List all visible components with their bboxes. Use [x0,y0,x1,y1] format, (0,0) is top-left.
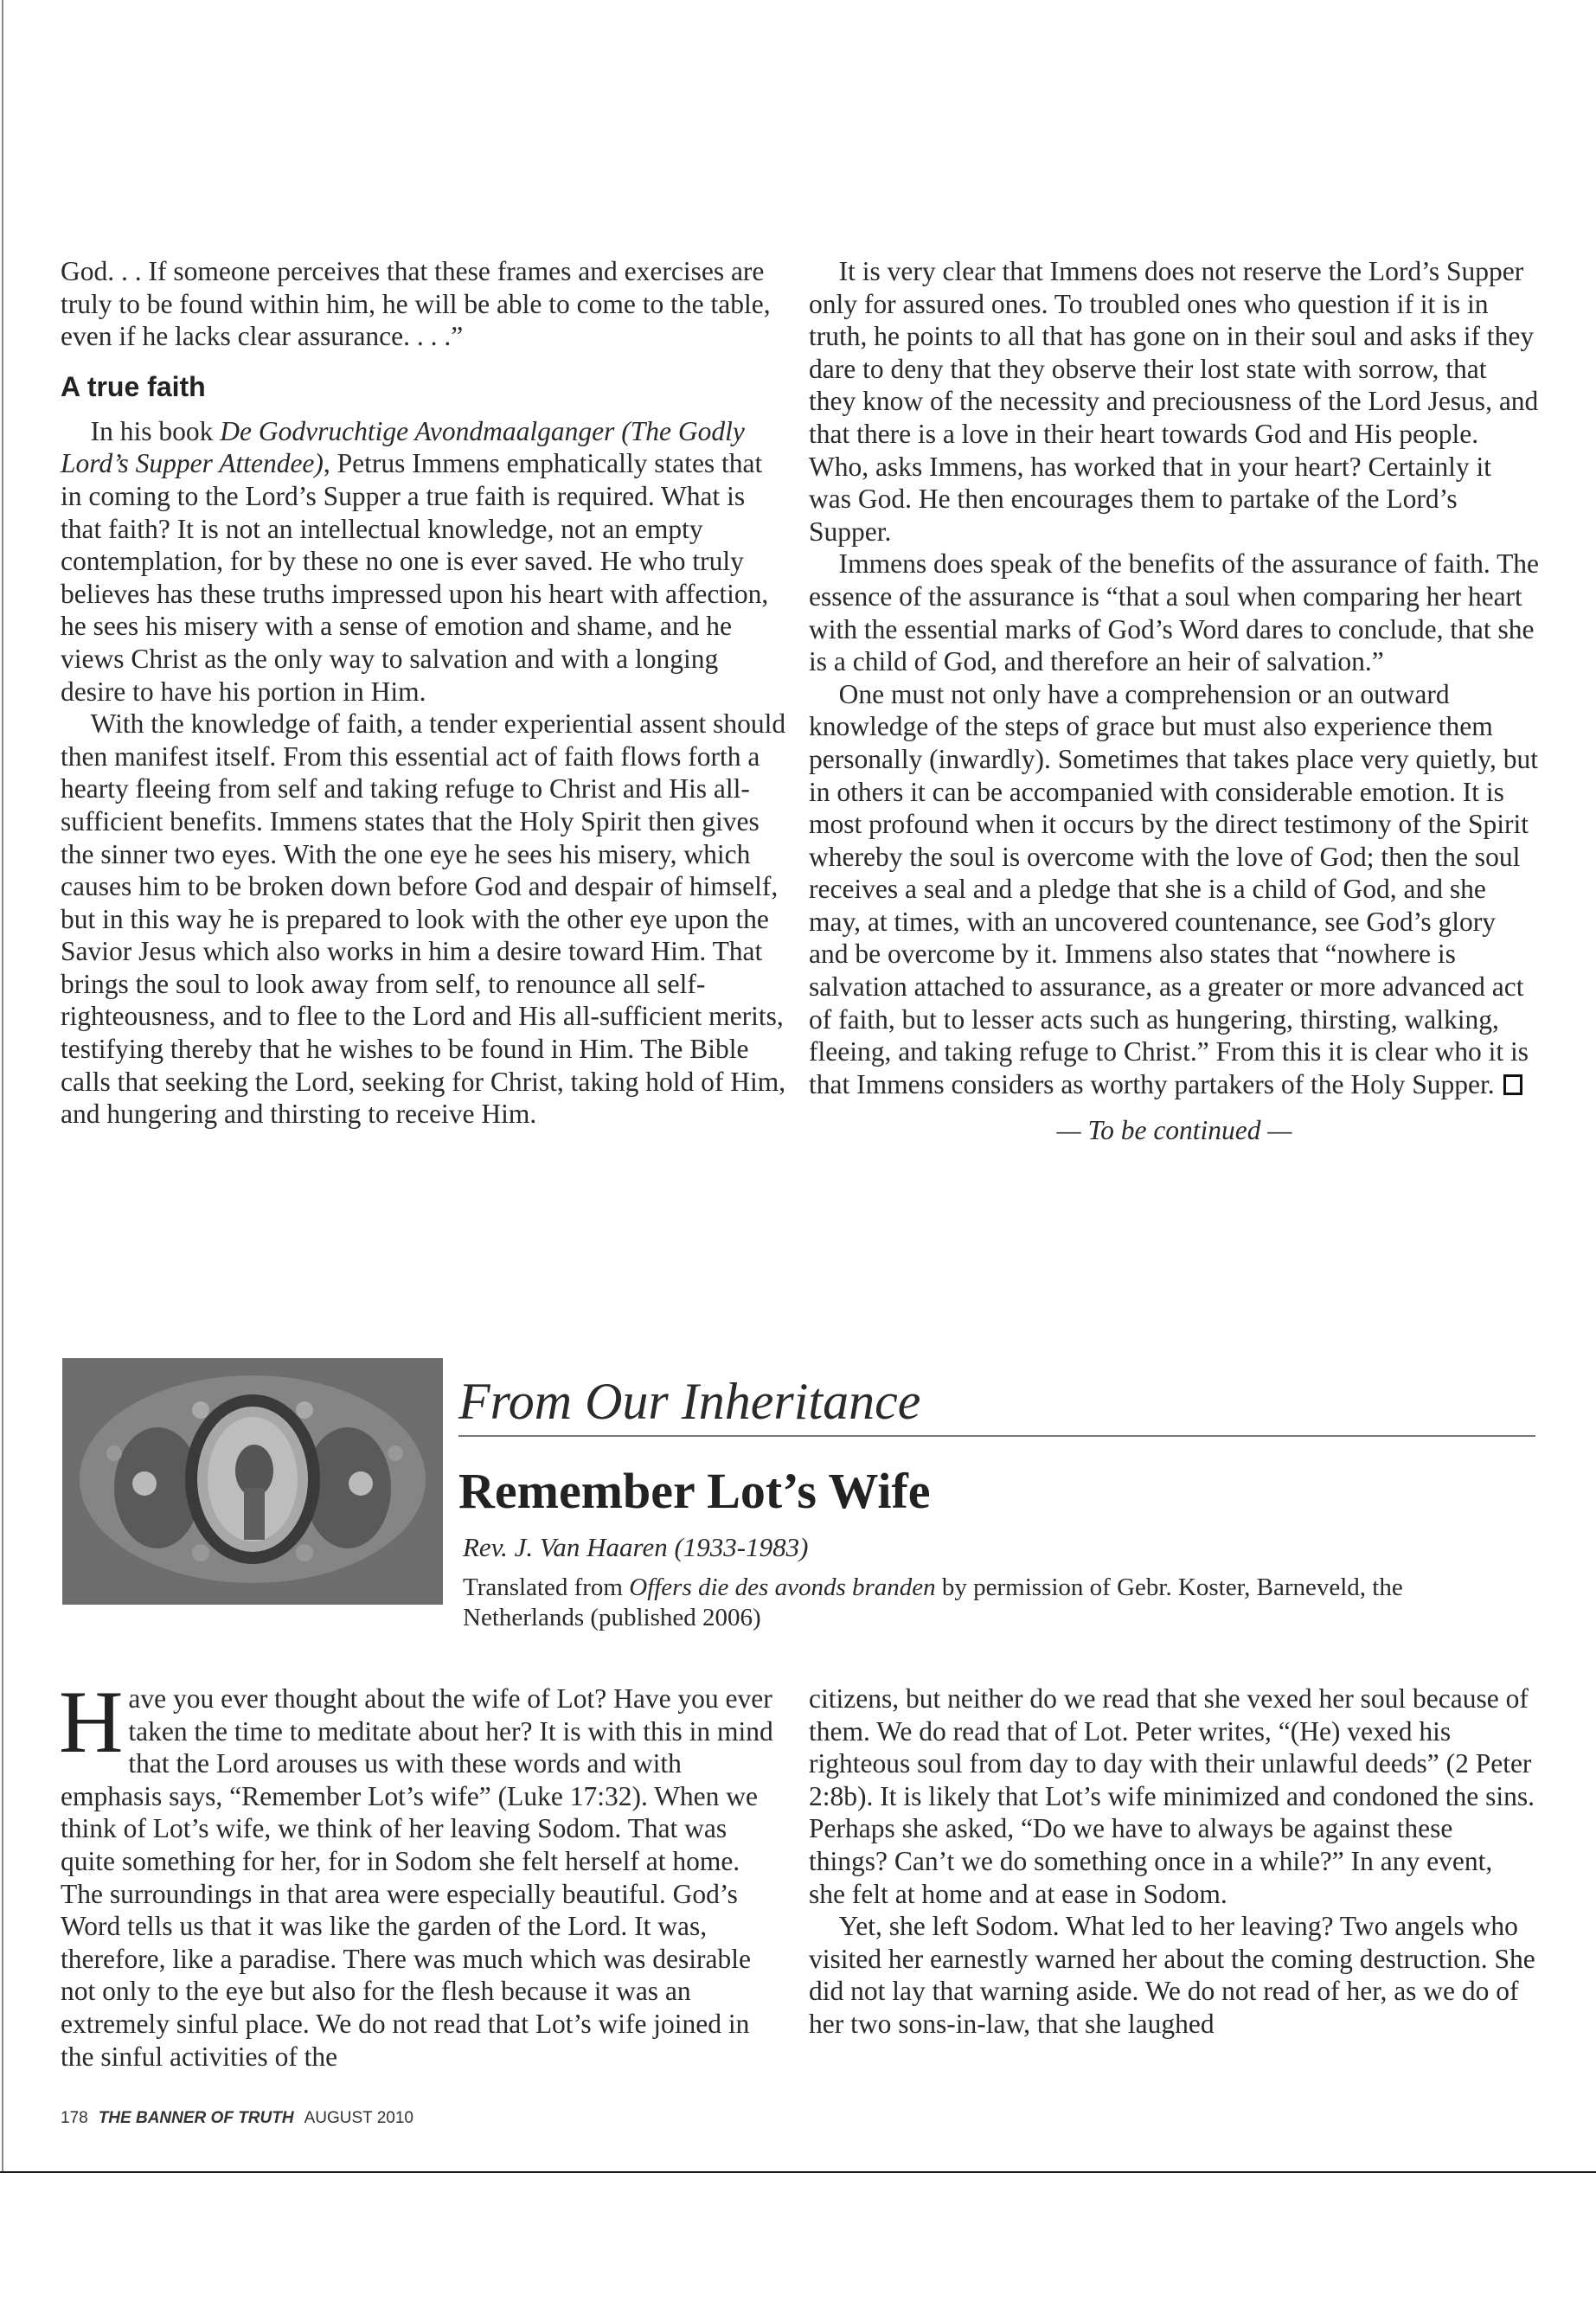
to-be-continued: — To be continued — [1056,1115,1292,1146]
issue-date: AUGUST 2010 [304,2109,413,2127]
paragraph [809,678,1540,1101]
ring-illustration [62,1358,443,1605]
bottom-right-column [809,1682,1535,2041]
top-right-column [809,255,1540,1147]
text-run: Translated from [463,1574,630,1601]
paragraph: With the knowledge of faith, a tender experiential assent should then manifest itself. From this essential act of faith flows forth a hearty fleeing from self and taking refuge to Christ and His all-sufficient benefits. Immens states that the Holy Spirit then gives the sinner two eyes. With the one eye he sees his misery, which causes him to be broken down before God and despair of himself, but in this way he is prepared to look with the other eye upon the Savior Jesus which also works in him a desire toward Him. That brings the soul to look away from self, to renounce all self-righteousness, and to flee to the Lord and His all-sufficient merits, testifying thereby that he wishes to be found in Him. The Bible calls that seeking the Lord, seeking for Christ, taking hold of Him, and hungering and thirsting to receive Him. [61,708,786,1130]
text-run: One must not only have a comprehension or an outward knowledge of the steps of grace but must also experience them personally (inwardly). Sometimes that takes place very quietly, but in others it can be accompanied with considerable emotion. It is most profound when it occurs by the direct testimony of the Spirit whereby the soul is overcome with the love of God; then the soul receives a seal and a pledge that she is a child of God, and she may, at times, with an uncovered countenance, see God’s glory and be overcome by it. Immens also states that “nowhere is salvation attached to assurance, as a greater or more advanced act of faith, but to lesser acts such as hungering, thirsting, walking, fleeing, and taking refuge to Christ.” From this it is clear who it is that Immens considers as worthy partakers of the Holy Supper. [809,678,1538,1099]
bottom-left-column [59,1673,783,2073]
magazine-name: THE BANNER OF TRUTH [98,2109,294,2127]
source-title: Offers die des avonds branden [629,1574,936,1601]
page-number: 178 [61,2109,88,2127]
text-run: by permission of Gebr. Koster, Barneveld, the Netherlands (published 2006) [463,1574,1403,1631]
paragraph [61,415,787,708]
paragraph: Yet, she left Sodom. What led to her leaving? Two angels who visited her earnestly warned her about the coming destruction. She did not lay that warning aside. We do not read of her, as we do of her two sons-in-law, that she laughed [809,1911,1535,2039]
translation-credit [463,1573,1458,1633]
paragraph: citizens, but neither do we read that she vexed her soul because of them. We do read that of Lot. Peter writes, “(He) vexed his righteous soul from day to day with their unlawful deeds” (2 Peter 2:8b). It is likely that Lot’s wife minimized and condoned the sins. Perhaps she asked, “Do we have to always be against these things? Can’t we do something once in a while?” In any event, she felt at home and at ease in Sodom. [809,1683,1535,1909]
text-run: ave you ever thought about the wife of Lot? Have you ever taken the time to meditate about her? It is with this in mind that the Lord arouses us with these words and with emphasis says, “Remember Lot’s wife” (Luke 17:32). When we think of Lot’s wife, we think of her leaving Sodom. That was quite something for her, for in Sodom she felt herself at home. The surroundings in that area were especially beautiful. God’s Word tells us that it was like the garden of the Lord. It was, therefore, like a paradise. There was much which was desirable not only to the eye but also for the flesh because it was an extremely sinful place. We do not read that Lot’s wife joined in the sinful activities of the [61,1683,773,2072]
paragraph [59,1673,783,2073]
section-heading: A true faith [61,370,206,402]
book-title: De Godvruchtige Avondmaalganger (The Godly Lord’s Supper Attendee) [61,415,745,479]
text-run: In his book [90,415,221,446]
section-rule [458,1435,1535,1437]
top-left-column [61,255,787,1131]
article-author: Rev. J. Van Haaren (1933-1983) [463,1532,809,1562]
article-title: Remember Lot’s Wife [458,1463,931,1519]
paragraph: God. . . If someone perceives that these frames and exercises are truly to be found within him, he will be able to come to the table, even if he lacks clear assurance. . . .” [61,256,771,352]
drop-cap: H [59,1673,124,1772]
page-edge-bottom [0,2171,1596,2173]
end-of-article-box-icon [1503,1074,1522,1095]
paragraph: It is very clear that Immens does not reserve the Lord’s Supper only for assured ones. To troubled ones who question if it is in truth, he points to all that has gone on in their soul and asks if they dare to deny that they observe their lost state with sorrow, that they know of the necessity and preciousness of the Lord Jesus, and that there is a love in their heart towards God and His people. Who, asks Immens, has worked that in your heart? Certainly it was God. He then encourages them to partake of the Lord’s Supper. [809,256,1539,547]
text-run: , Petrus Immens emphatically states that in coming to the Lord’s Supper a true faith is required. What is that faith? It is not an intellectual knowledge, not an empty contemplation, for by these no one is ever saved. He who truly believes has these truths impressed upon his heart with affection, he sees his misery with a sense of emotion and shame, and he views Christ as the only way to salvation and with a longing desire to have his portion in Him. [61,448,769,707]
page-footer [61,2109,413,2128]
page-edge-left [2,0,3,2173]
antique-ring-photo [62,1358,443,1605]
paragraph: Immens does speak of the benefits of the assurance of faith. The essence of the assurance is “that a soul when comparing her heart with the essential marks of God’s Word dares to conclude, that she is a child of God, and therefore an heir of salvation.” [809,548,1540,677]
section-title: From Our Inheritance [458,1373,921,1430]
